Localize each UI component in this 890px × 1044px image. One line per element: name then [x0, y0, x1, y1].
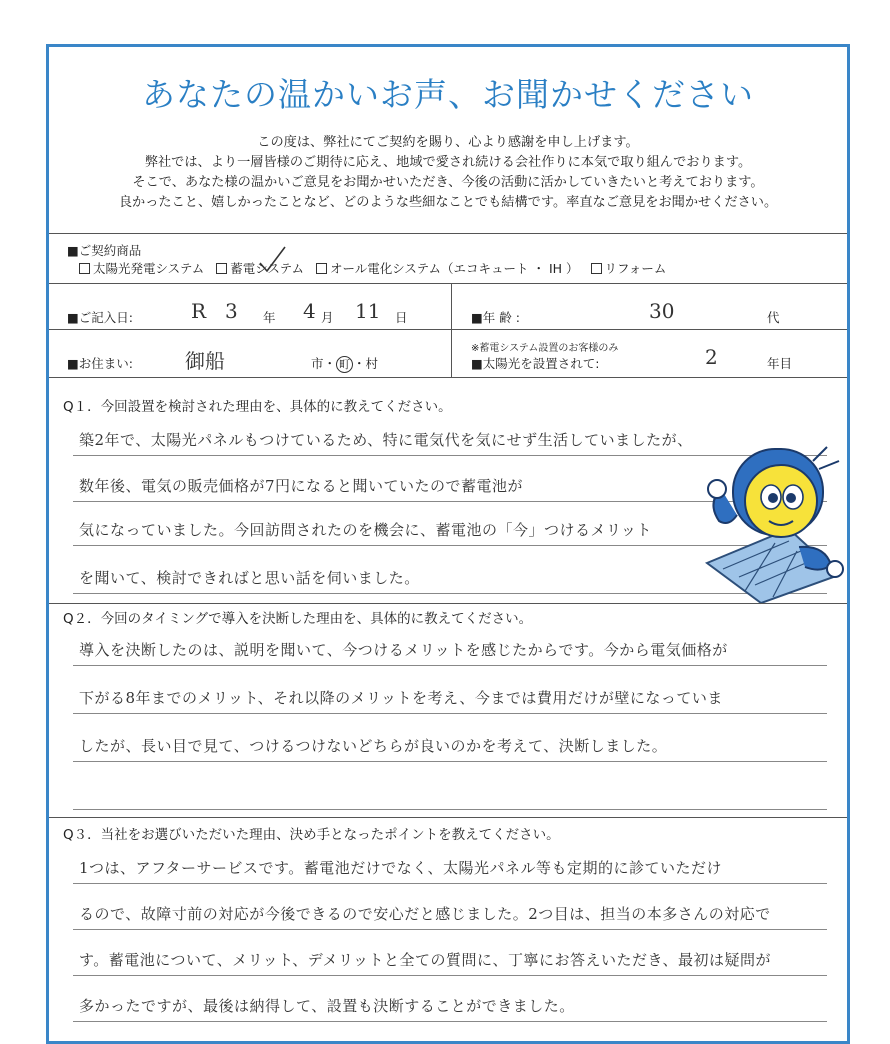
- q2-question: Q２．今回のタイミングで導入を決断した理由を、具体的に教えてください。: [63, 611, 533, 627]
- q3-answer-line: るので、故障寸前の対応が今後できるので安心だと感じました。2つ目は、担当の本多さんの対応で: [79, 905, 771, 923]
- answer-line: [73, 1021, 827, 1022]
- q3-answer-line: す。蓄電池について、メリット、デメリットと全ての質問に、丁寧にお答えいただき、最初は疑問が: [79, 951, 771, 969]
- q1-answer-line: 気になっていました。今回訪問されたのを機会に、蓄電池の「今」つけるメリット: [79, 521, 652, 539]
- checkbox-icon: [316, 263, 327, 274]
- option-solar[interactable]: 太陽光発電システム: [79, 261, 208, 276]
- q3-answer-line: 多かったですが、最後は納得して、設置も決断することができました。: [79, 997, 575, 1015]
- storage-note: ※蓄電システム設置のお客様のみ: [471, 343, 619, 354]
- option-storage[interactable]: 蓄電システム: [216, 261, 308, 276]
- age-label: ■年 齢 :: [471, 310, 520, 325]
- intro-line: この度は、弊社にてご契約を賜り、心より感謝を申し上げます。: [257, 135, 639, 150]
- q1-answer-line: 数年後、電気の販売価格が7円になると聞いていたので蓄電池が: [79, 477, 524, 495]
- checkbox-icon: [591, 263, 602, 274]
- q2-answer-line: したが、長い目で見て、つけるつけないどちらが良いのかを考えて、決断しました。: [79, 737, 668, 755]
- answer-line: [73, 883, 827, 884]
- checkbox-icon: [216, 263, 227, 274]
- q3-answer-line: 1つは、アフターサービスです。蓄電池だけでなく、太陽光パネル等も定期的に診ていただけ: [79, 859, 722, 877]
- divider: [49, 329, 847, 330]
- answer-line: [73, 761, 827, 762]
- divider: [49, 377, 847, 378]
- installed-unit: 年目: [767, 356, 793, 371]
- date-month: 4: [303, 299, 316, 323]
- address-label: ■お住まい:: [67, 356, 134, 371]
- products-options: [79, 259, 674, 277]
- installed-label: ■太陽光を設置されて:: [471, 356, 600, 371]
- survey-form: [46, 44, 850, 1044]
- checkmark-icon: [257, 245, 287, 273]
- intro-line: そこで、あなた様の温かいご意見をお聞かせいただき、今後の活動に活かしていきたいと考えております。: [132, 175, 764, 190]
- intro-text: [49, 133, 847, 213]
- city-option: 市・ 町 ・村: [311, 356, 379, 371]
- mascot-icon: [689, 443, 849, 608]
- date-year: 3: [225, 299, 238, 323]
- divider: [49, 817, 847, 818]
- date-label: ■ご記入日:: [67, 310, 134, 325]
- answer-line: [73, 929, 827, 930]
- answer-line: [73, 809, 827, 810]
- age-unit: 代: [767, 310, 780, 325]
- answer-line: [73, 975, 827, 976]
- q3-question: Q３．当社をお選びいただいた理由、決め手となったポイントを教えてください。: [63, 827, 560, 843]
- divider: [49, 283, 847, 284]
- day-unit: 日: [395, 310, 408, 325]
- q1-question: Q１．今回設置を検討された理由を、具体的に教えてください。: [63, 399, 452, 415]
- option-reform[interactable]: リフォーム: [591, 261, 671, 276]
- checkbox-icon: [79, 263, 90, 274]
- answer-line: [73, 665, 827, 666]
- option-all-electric[interactable]: オール電化システム（エコキュート ・ IH ）: [316, 261, 583, 276]
- date-day: 11: [355, 299, 381, 323]
- address-value: 御船: [185, 349, 225, 373]
- answer-line: [73, 713, 827, 714]
- intro-line: 弊社では、より一層皆様のご期待に応え、地域で愛され続ける会社作りに本気で取り組んでおります。: [144, 155, 752, 170]
- divider: [49, 603, 847, 604]
- date-era: R: [191, 299, 207, 323]
- column-divider: [451, 283, 452, 377]
- town-circled: 町: [336, 356, 353, 373]
- q2-answer-line: 下がる8年までのメリット、それ以降のメリットを考え、今までは費用だけが壁になっていま: [79, 689, 723, 707]
- products-heading: ■ご契約商品: [67, 243, 142, 258]
- page-title: あなたの温かいお声、お聞かせください: [142, 75, 754, 114]
- installed-value: 2: [705, 345, 718, 369]
- q2-answer-line: 導入を決断したのは、説明を聞いて、今つけるメリットを感じたからです。今から電気価格が: [79, 641, 728, 659]
- q1-answer-line: を聞いて、検討できればと思い話を伺いました。: [79, 569, 420, 587]
- month-unit: 月: [321, 310, 334, 325]
- age-value: 30: [649, 299, 675, 323]
- year-unit: 年: [263, 310, 276, 325]
- q1-answer-line: 築2年で、太陽光パネルもつけているため、特に電気代を気にせず生活していましたが、: [79, 431, 693, 449]
- intro-line: 良かったこと、嬉しかったことなど、どのような些細なことでも結構です。率直なご意見をお聞かせください。: [118, 195, 778, 210]
- divider: [49, 233, 847, 234]
